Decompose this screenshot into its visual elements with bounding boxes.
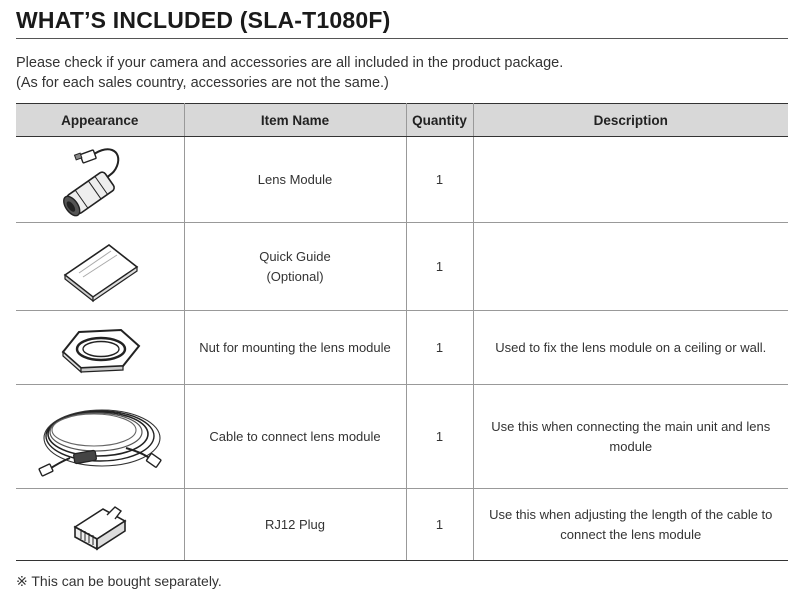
header-appearance: Appearance [16, 104, 184, 137]
item-name-cell: RJ12 Plug [184, 489, 406, 561]
nut-icon [45, 318, 155, 378]
quantity-cell: 1 [406, 223, 473, 311]
item-name-cell: Nut for mounting the lens module [184, 311, 406, 385]
lens-module-icon [45, 140, 155, 220]
table-header-row [16, 104, 788, 137]
appearance-cell [16, 385, 184, 489]
item-name-cell: Lens Module [184, 137, 406, 223]
intro-line-2: (As for each sales country, accessories are not the same.) [16, 75, 389, 91]
description-cell [473, 223, 788, 311]
header-quantity: Quantity [406, 104, 473, 137]
table-row [16, 385, 788, 489]
included-items-table [16, 103, 788, 561]
description-cell: Used to fix the lens module on a ceiling or wall. [473, 311, 788, 385]
quantity-cell: 1 [406, 137, 473, 223]
page-title: WHAT’S INCLUDED (SLA-T1080F) [16, 7, 391, 33]
quantity-cell: 1 [406, 489, 473, 561]
cable-icon [30, 392, 170, 482]
quick-guide-icon [45, 231, 155, 303]
appearance-cell [16, 137, 184, 223]
description-cell: Use this when adjusting the length of the cable to connect the lens module [473, 489, 788, 561]
appearance-cell [16, 311, 184, 385]
table-row [16, 137, 788, 223]
header-item-name: Item Name [184, 104, 406, 137]
intro-line-1: Please check if your camera and accessories are all included in the product package. [16, 55, 564, 71]
title-divider [16, 38, 788, 39]
footnote: ※ This can be bought separately. [16, 573, 222, 589]
appearance-cell [16, 489, 184, 561]
table-row [16, 223, 788, 311]
item-name-cell: Quick Guide (Optional) [184, 223, 406, 311]
intro-text [16, 53, 563, 93]
table-row [16, 489, 788, 561]
description-cell: Use this when connecting the main unit and lens module [473, 385, 788, 489]
rj12-plug-icon [45, 495, 155, 555]
header-description: Description [473, 104, 788, 137]
quantity-cell: 1 [406, 311, 473, 385]
appearance-cell [16, 223, 184, 311]
table-row [16, 311, 788, 385]
item-name-cell: Cable to connect lens module [184, 385, 406, 489]
quantity-cell: 1 [406, 385, 473, 489]
description-cell [473, 137, 788, 223]
